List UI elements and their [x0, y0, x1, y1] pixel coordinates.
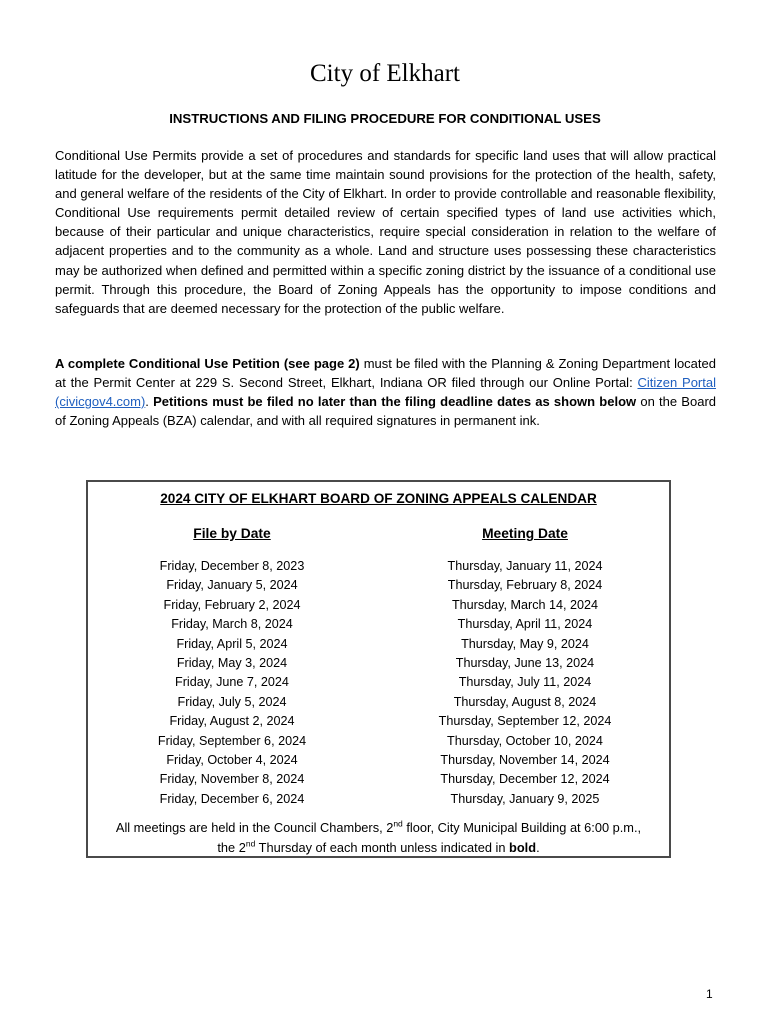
- deadline-requirement-bold: Petitions must be filed no later than the filing deadline dates as shown below: [153, 394, 637, 410]
- file-by-date-item: Friday, July 5, 2024: [177, 694, 287, 709]
- file-by-date-header: File by Date: [193, 526, 271, 541]
- file-by-date-item: Friday, March 8, 2024: [171, 617, 293, 632]
- file-by-date-item: Friday, December 6, 2024: [159, 791, 305, 806]
- meeting-date-item: Thursday, June 13, 2024: [455, 655, 595, 670]
- note-line2-middle: Thursday of each month unless indicated in: [255, 840, 510, 855]
- document-subtitle: INSTRUCTIONS AND FILING PROCEDURE FOR CONDITIONAL USES: [169, 111, 601, 126]
- file-by-date-item: Friday, May 3, 2024: [176, 655, 288, 670]
- file-by-date-item: Friday, October 4, 2024: [166, 752, 298, 767]
- file-by-date-item: Friday, November 8, 2024: [159, 772, 305, 787]
- page-title: City of Elkhart: [310, 60, 460, 87]
- calendar-reference-text: on the Board of Zoning Appeals (BZA) calendar, and with all required signatures in permanent ink.: [55, 394, 716, 429]
- meeting-date-list: [405, 557, 645, 809]
- file-by-date-item: Friday, June 7, 2024: [175, 675, 289, 690]
- note-line2-start: the 2: [217, 840, 246, 855]
- petition-requirement-bold: A complete Conditional Use Petition (see page 2): [55, 356, 360, 371]
- file-by-date-item: Friday, January 5, 2024: [166, 578, 298, 593]
- citizen-portal-link[interactable]: Citizen Portal (civicgov4.com): [55, 375, 716, 410]
- intro-paragraph: Conditional Use Permits provide a set of procedures and standards for specific land uses that will allow practical latitude for the developer, but at the same time maintain sound provisions for the protection of the health, safety, and general welfare of the residents of the City of Elkhart. In order to provide controllable and reasonable flexibility, Conditional Use requirements permit detailed review of certain specified types of land use activities which, because of their particular and unique characteristics, require special consideration in relation to the welfare of adjacent properties and to the community as a whole. Land and structure uses possessing these characteristics may be authorized when defined and permitted within a specific zoning district by the issuance of a conditional use permit. Through this procedure, the Board of Zoning Appeals has the opportunity to impose conditions and safeguards that are deemed necessary for the protection of the public welfare.: [55, 148, 716, 316]
- file-by-date-list: [112, 557, 352, 809]
- meeting-date-item: Thursday, March 14, 2024: [451, 597, 599, 612]
- file-by-date-item: Friday, August 2, 2024: [169, 714, 295, 729]
- bza-calendar-box: [86, 480, 671, 858]
- page-number: 1: [706, 987, 713, 1001]
- note-line2-period: .: [536, 840, 540, 855]
- meeting-location-note: [88, 818, 669, 858]
- meeting-date-item: Thursday, July 11, 2024: [458, 675, 592, 690]
- filing-location-text: must be filed with the Planning & Zoning Department located at the Permit Center at 229 S. Second Street, Elkhart, Indiana OR filed through our Online Portal:: [55, 356, 716, 391]
- meeting-date-item: Thursday, November 14, 2024: [440, 752, 610, 767]
- meeting-date-item: Thursday, February 8, 2024: [447, 578, 603, 593]
- meeting-date-item: Thursday, August 8, 2024: [453, 694, 597, 709]
- meeting-date-item: Thursday, January 9, 2025: [450, 791, 600, 806]
- meeting-date-item: Thursday, October 10, 2024: [447, 733, 603, 748]
- file-by-date-item: Friday, December 8, 2023: [159, 559, 305, 573]
- meeting-date-item: Thursday, April 11, 2024: [457, 617, 593, 632]
- note-line2-superscript: nd: [245, 838, 256, 849]
- meeting-date-item: Thursday, September 12, 2024: [438, 714, 612, 729]
- note-line2-bold-word: bold: [509, 840, 537, 855]
- meeting-date-item: Thursday, December 12, 2024: [440, 772, 610, 787]
- file-by-date-item: Friday, April 5, 2024: [176, 636, 288, 651]
- calendar-title: 2024 CITY OF ELKHART BOARD OF ZONING APPEALS CALENDAR: [160, 491, 597, 506]
- note-line1-start: All meetings are held in the Council Chambers, 2: [115, 820, 394, 835]
- note-line1-end: floor, City Municipal Building at 6:00 p.m.,: [402, 820, 642, 835]
- meeting-date-item: Thursday, May 9, 2024: [461, 636, 589, 651]
- filing-separator-text: .: [145, 394, 154, 410]
- filing-paragraph: [55, 354, 716, 430]
- note-line1-superscript: nd: [393, 818, 403, 829]
- meeting-date-item: Thursday, January 11, 2024: [447, 559, 603, 573]
- file-by-date-item: Friday, September 6, 2024: [157, 733, 307, 748]
- meeting-date-header: Meeting Date: [482, 526, 568, 541]
- file-by-date-item: Friday, February 2, 2024: [163, 597, 301, 612]
